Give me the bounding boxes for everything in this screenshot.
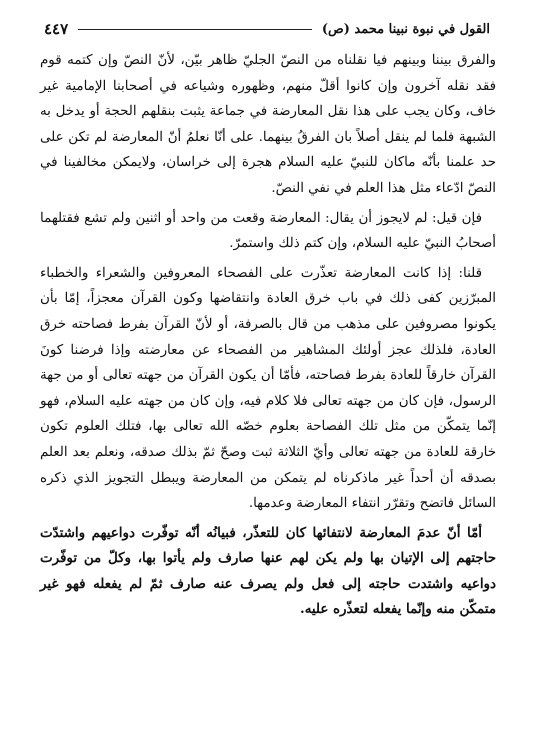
paragraph-3: قلنا: إذا كانت المعارضة تعذّرت على الفصحاء المعروفين والشعراء والخطباء المبرّزين كفى ذلك في باب خرق العادة وانتقاضها وكون القرآن معجزاً، إمّا بأن يكونوا مصروفين على مذهب من قال بالصرفة، أو لأنّ القرآن بفرط فصاحته خرق العادة، فلذلك عجز أولئك المشاهير من الفصحاء عن معارضته وإذا فرضنا كونَ القرآن خارقاً للعادة بفرط فصاحته، فأمّا أن يكون القرآن من جهته تعالى أو من جهة الرسول، فإن كان من جهته تعالى فلا كلام فيه، وإن كان من جهته عليه السلام، فهو إنّما يتمكّن من مثل تلك الفصاحة بعلوم خصّه الله تعالى بها، فتلك العلوم تكون خارقة للعادة من جهته تعالى وأيّ الثلاثة ثبت وصحّ ثمّ بذلك صدقه، ونعلم بعد العلم بصدقه أن أحداً غير ماذكرناه لم يتمكن من المعارضة ويبطل التجويز الذي ذكره السائل فاتضح وتقرّر انتفاء المعارضة وعدمها.: [40, 265, 496, 512]
running-title: القول في نبوة نبينا محمد (ص): [321, 21, 490, 37]
paragraph-1: والفرق بيننا وبينهم فيا نقلناه من النصّ الجليّ ظاهر بيّن، لأنّ النصّ وإن كتمه قوم فقد نقله آخرون وإن كانوا أقلّ منهم، وظهوره وشياعه في أصحابنا الإمامية غير خاف، وكان يجب على هذا نقل المعارضة في جماعة يثبت بنقلهم الحجة أو يدخل به الشبهة فلما لم ينقل أصلاً بان الفرقُ بينهما. على أنّا نعلمُ أنّ المعارضة لم تكن على حد علمنا بأنّه ماكان للنبيّ عليه السلام هجرة إلى خراسان، ولايمكن مخالفينا في النصّ ادّعاء مثل هذا العلم في نفي النصّ.: [40, 53, 496, 196]
page-body: [40, 48, 496, 623]
paragraph-2: فإن قيل: لم لايجوز أن يقال: المعارضة وقعت من واحد أو اثنين ولم تشع فقتلهما أصحابُ النبيّ عليه السلام، وإن كتم ذلك واستمرّ.: [40, 210, 496, 252]
page-header: [44, 18, 490, 40]
paragraph-4: أمّا أنّ عدمَ المعارضة لانتفائها كان للتعذّر، فبيانُه أنّه توفّرت دواعيهم واشتدّت حاجتهم إلى الإتيان بها ولم يكن لهم عنها صارف ولم يأتوا بها، وكلّ من توفّرت دواعيه واشتدت حاجته إلى فعل ولم يصرف عنه صارف ثمّ لم يفعله فهو غير متمكّن منه وإنّما يفعله لتعذّره عليه.: [40, 524, 496, 618]
header-rule: [78, 29, 312, 30]
page-number: ٤٤٧: [44, 20, 69, 38]
